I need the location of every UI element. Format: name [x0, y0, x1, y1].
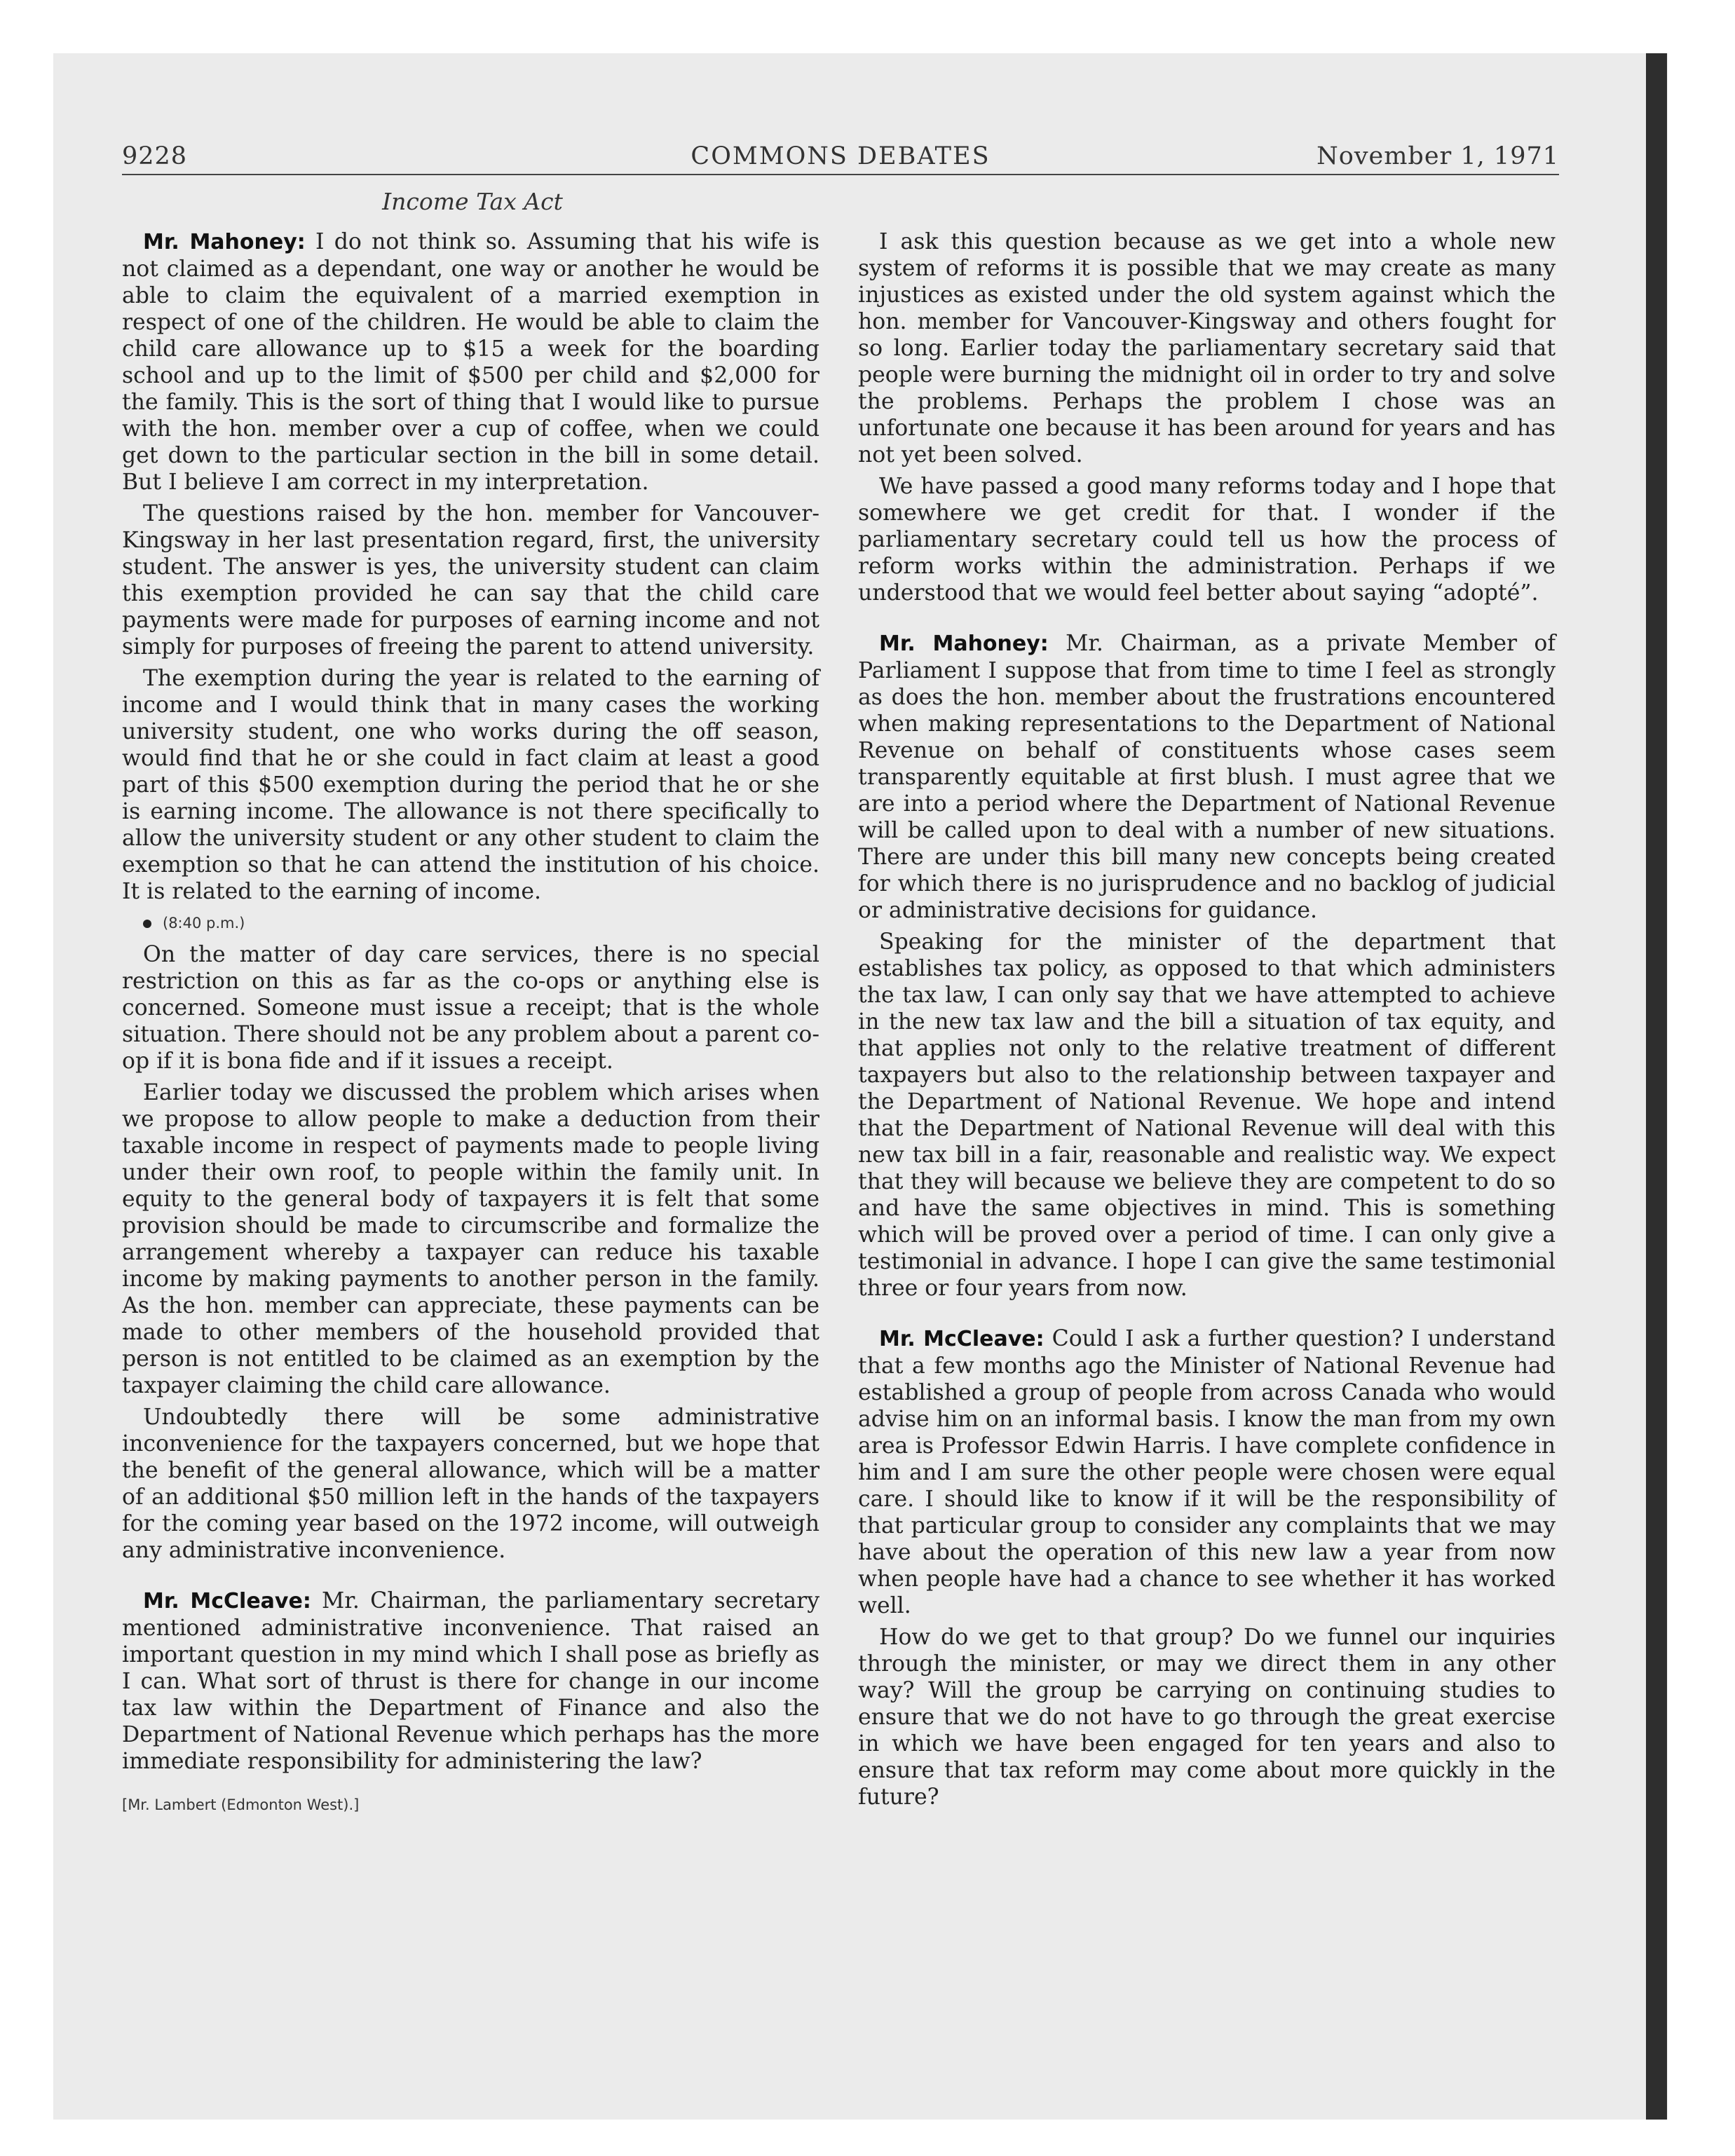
paragraph: The questions raised by the hon. member for Vancouver-Kingsway in her last presentation regard, first, the university student. The answer is yes, the university student can claim this exemption provided he can say that the child care payments were made for purposes of earning income and not simply for purposes of freeing the parent to attend university.	[122, 501, 819, 660]
paragraph: On the matter of day care services, there is no special restriction on this as far as the co-ops or anything else is concerned. Someone must issue a receipt; that is the whole situation. There should not be any problem about a parent co-op if it is bona fide and if it issues a receipt.	[122, 942, 819, 1074]
timestamp	[122, 910, 819, 936]
speech-text: I do not think so. Assuming that his wife is not claimed as a dependant, one way or another he would be able to claim the equivalent of a married exemption in respect of one of the children. He would be able to claim the child care allowance up to $15 a week for the boarding school and up to the limit of $500 per child and $2,000 for the family. This is the sort of thing that I would like to pursue with the hon. member over a cup of coffee, when we could get down to the particular section in the bill in some detail. But I believe I am correct in my interpretation.	[122, 229, 819, 495]
paragraph: We have passed a good many reforms today and I hope that somewhere we get credit for that. I wonder if the parliamentary secretary could tell us how the process of reform works within the administration. Perhaps if we understood that we would feel better about saying “adopté”.	[858, 474, 1556, 606]
speech-text: Could I ask a further question? I understand that a few months ago the Minister of National Revenue had established a group of people from across Canada who would advise him on an informal basis. I know the man from my own area is Professor Edwin Harris. I have complete confidence in him and I am sure the other people were chosen were equal care. I should like to know if it will be the responsibility of that particular group to consider any complaints that we may have about the operation of this new law a year from now when people have had a chance to see whether it has worked well.	[858, 1326, 1556, 1618]
bullet-icon	[143, 920, 151, 928]
right-column	[858, 228, 1556, 1815]
speaker-name: Mr. Mahoney:	[143, 230, 306, 254]
paragraph: Earlier today we discussed the problem which arises when we propose to allow people to make a deduction from their taxable income in respect of payments made to people living under their own roof, to people within the family unit. In equity to the general body of taxpayers it is felt that some provision should be made to circumscribe and formalize the arrangement whereby a taxpayer can reduce his taxable income by making payments to another person in the family. As the hon. member can appreciate, these payments can be made to other members of the household provided that person is not entitled to be claimed as an exemption by the taxpayer claiming the child care allowance.	[122, 1080, 819, 1398]
speaker-footer-note: [Mr. Lambert (Edmonton West).]	[122, 1796, 360, 1813]
paragraph	[122, 228, 819, 496]
paragraph: How do we get to that group? Do we funnel our inquiries through the minister, or may we direct them in any other way? Will the group be carrying on continuing studies to ensure that we do not have to go through the great exercise in which we have been engaged for ten years and also to ensure that tax reform may come about more quickly in the future?	[858, 1625, 1556, 1810]
page-number: 9228	[122, 142, 188, 170]
paragraph	[858, 630, 1556, 924]
speaker-name: Mr. Mahoney:	[879, 632, 1049, 656]
paragraph: Undoubtedly there will be some administrative inconvenience for the taxpayers concerned, but we hope that the benefit of the general allowance, which will be a matter of an additional $50 million left in the hands of the taxpayers for the coming year based on the 1972 income, will outweigh any administrative inconvenience.	[122, 1405, 819, 1563]
speech-text: Mr. Chairman, as a private Member of Parliament I suppose that from time to time I feel as strongly as does the hon. member about the frustrations encountered when making representations to the Department of National Revenue on behalf of constituents whose cases seem transparently equitable at first blush. I must agree that we are into a period where the Department of National Revenue will be called upon to deal with a number of new situations. There are under this bill many new concepts being created for which there is no jurisprudence and no backlog of judicial or administrative decisions for guidance.	[858, 631, 1556, 923]
paragraph: The exemption during the year is related to the earning of income and I would think that in many cases the working university student, one who works during the off season, would find that he or she could in fact claim at least a good part of this $500 exemption during the period that he or she is earning income. The allowance is not there specifically to allow the university student or any other student to claim the exemption so that he can attend the institution of his choice. It is related to the earning of income.	[122, 666, 819, 904]
running-header	[122, 140, 1559, 175]
speaker-name: Mr. McCleave:	[879, 1327, 1045, 1351]
paragraph	[122, 1588, 819, 1775]
issue-date: November 1, 1971	[1316, 142, 1559, 170]
speech-text: Mr. Chairman, the parliamentary secretary mentioned administrative inconvenience. That raised an important question in my mind which I shall pose as briefly as I can. What sort of thrust is there for change in our income tax law within the Department of Finance and also the Department of National Revenue which perhaps has the more immediate responsibility for administering the law?	[122, 1588, 819, 1774]
section-title: Income Tax Act	[382, 188, 563, 215]
publication-title: COMMONS DEBATES	[690, 142, 991, 170]
page-edge-shadow	[1646, 53, 1667, 2120]
speaker-name: Mr. McCleave:	[143, 1589, 311, 1613]
paragraph: Speaking for the minister of the department that establishes tax policy, as opposed to that which administers the tax law, I can only say that we have attempted to achieve in the new tax law and the bill a situation of tax equity, and that applies not only to the relative treatment of different taxpayers but also to the relationship between taxpayer and the Department of National Revenue. We hope and intend that the Department of National Revenue will deal with this new tax bill in a fair, reasonable and realistic way. We expect that they will because we believe they are competent to do so and have the same objectives in mind. This is something which will be proved over a period of time. I can only give a testimonial in advance. I hope I can give the same testimonial three or four years from now.	[858, 929, 1556, 1301]
paragraph	[858, 1325, 1556, 1619]
timestamp-text: (8:40 p.m.)	[163, 915, 245, 932]
paragraph: I ask this question because as we get into a whole new system of reforms it is possible that we may create as many injustices as existed under the old system against which the hon. member for Vancouver-Kingsway and others fought for so long. Earlier today the parliamentary secretary said that people were burning the midnight oil in order to try and solve the problems. Perhaps the problem I chose was an unfortunate one because it has been around for years and has not yet been solved.	[858, 229, 1556, 468]
left-column	[122, 228, 819, 1818]
